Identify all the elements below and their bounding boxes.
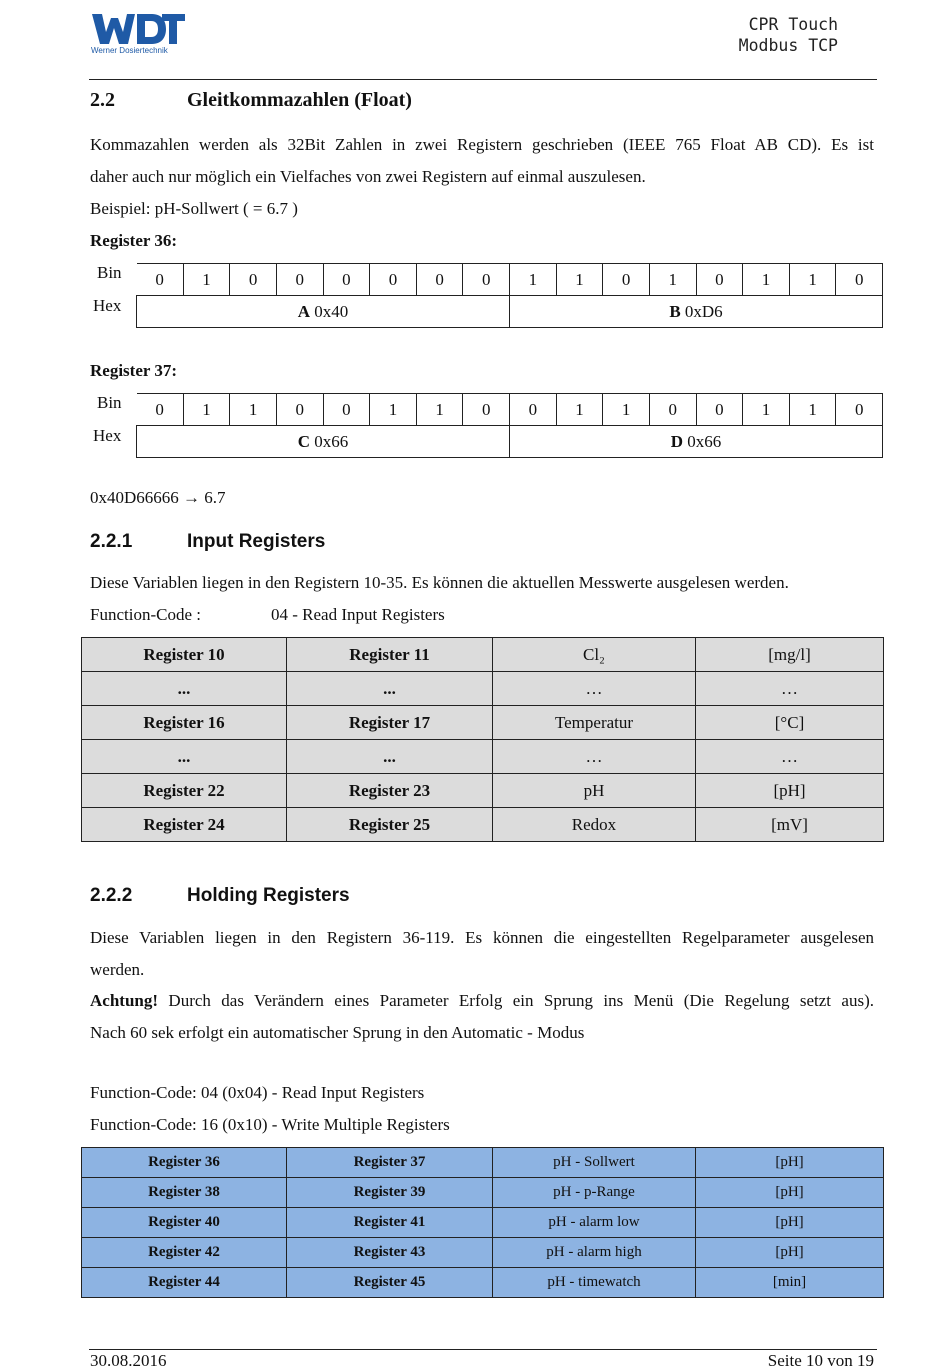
parameter-cell: Redox (493, 808, 696, 842)
register-37-table (136, 393, 883, 458)
hex-byte-a: A 0x40 (137, 296, 510, 328)
register-cell: Register 42 (82, 1238, 287, 1268)
unit-cell: [mg/l] (696, 638, 884, 672)
paragraph-line: Diese Variablen liegen in den Registern 36-119. Es können die eingestellten Regelparameter ausgelesen (90, 928, 874, 947)
bit-cell: 0 (416, 264, 463, 296)
register-cell: Register 11 (287, 638, 493, 672)
parameter-cell: Cl₂ (493, 638, 696, 672)
bit-cell: 0 (696, 264, 743, 296)
register-cell: Register 43 (287, 1238, 493, 1268)
function-code-label: Function-Code : (90, 605, 201, 624)
paragraph-line: daher auch nur möglich ein Vielfaches von zwei Registern auf einmal auszulesen. (90, 167, 646, 186)
holding-register-row (82, 1238, 884, 1268)
register-cell: Register 40 (82, 1208, 287, 1238)
bit-cell: 0 (836, 394, 883, 426)
bit-cell: 0 (323, 264, 370, 296)
bit-cell: 1 (370, 394, 417, 426)
parameter-cell: … (493, 740, 696, 774)
header-divider (89, 79, 877, 80)
bit-cell: 1 (789, 264, 836, 296)
unit-cell: [min] (696, 1268, 884, 1298)
function-code-value: 04 - Read Input Registers (271, 605, 445, 624)
register-cell: Register 10 (82, 638, 287, 672)
bit-cell: 0 (276, 394, 323, 426)
warning-line: Achtung! Durch das Verändern eines Parameter Erfolg ein Sprung ins Menü (Die Regelung setzt aus). (90, 991, 874, 1010)
unit-cell: … (696, 740, 884, 774)
bit-cell: 0 (230, 264, 277, 296)
footer-date: 30.08.2016 (90, 1351, 167, 1370)
bit-cell: 1 (183, 264, 230, 296)
bit-cell: 1 (603, 394, 650, 426)
register-cell: Register 36 (82, 1148, 287, 1178)
unit-cell: [pH] (696, 1208, 884, 1238)
register-cell: Register 17 (287, 706, 493, 740)
protocol-name: Modbus TCP (738, 36, 838, 55)
bin-label: Bin (97, 263, 122, 282)
bit-cell: 1 (743, 264, 790, 296)
bit-cell: 1 (230, 394, 277, 426)
bit-cell: 1 (789, 394, 836, 426)
holding-register-row (82, 1268, 884, 1298)
parameter-cell: Temperatur (493, 706, 696, 740)
parameter-cell: pH - timewatch (493, 1268, 696, 1298)
subsection-number: 2.2.1 (90, 531, 133, 552)
bit-cell: 0 (649, 394, 696, 426)
unit-cell: [pH] (696, 1178, 884, 1208)
function-code-read: Function-Code: 04 (0x04) - Read Input Registers (90, 1083, 425, 1102)
input-register-row (82, 740, 884, 774)
subsection-title: Holding Registers (187, 885, 350, 906)
bit-cell: 1 (556, 394, 603, 426)
holding-register-row (82, 1178, 884, 1208)
input-register-row (82, 774, 884, 808)
parameter-cell: pH - Sollwert (493, 1148, 696, 1178)
input-register-row (82, 638, 884, 672)
subsection-number: 2.2.2 (90, 885, 133, 906)
bin-label: Bin (97, 393, 122, 412)
function-code-write: Function-Code: 16 (0x10) - Write Multiple Registers (90, 1115, 450, 1134)
register-cell: Register 22 (82, 774, 287, 808)
warning-label: Achtung! (90, 991, 159, 1010)
logo-subtitle: Werner Dosiertechnik (91, 46, 168, 55)
bit-cell: 0 (370, 264, 417, 296)
register-cell: Register 41 (287, 1208, 493, 1238)
hex-label: Hex (93, 426, 122, 445)
register-cell: Register 44 (82, 1268, 287, 1298)
unit-cell: [mV] (696, 808, 884, 842)
register-36-label: Register 36: (90, 231, 178, 250)
bit-cell: 1 (556, 264, 603, 296)
register-cell: ... (82, 740, 287, 774)
input-register-row (82, 706, 884, 740)
bit-cell: 1 (416, 394, 463, 426)
bit-cell: 0 (137, 264, 184, 296)
warning-line: Nach 60 sek erfolgt ein automatischer Sprung in den Automatic - Modus (90, 1023, 585, 1042)
input-register-row (82, 808, 884, 842)
bit-cell: 1 (183, 394, 230, 426)
input-register-row (82, 672, 884, 706)
subsection-title: Input Registers (187, 531, 326, 552)
bit-cell: 0 (510, 394, 557, 426)
input-registers-table (81, 637, 884, 842)
register-cell: ... (287, 740, 493, 774)
register-cell: Register 38 (82, 1178, 287, 1208)
holding-register-row (82, 1148, 884, 1178)
hex-byte-c: C 0x66 (137, 426, 510, 458)
parameter-cell: … (493, 672, 696, 706)
register-37-label: Register 37: (90, 361, 178, 380)
paragraph-line: werden. (90, 960, 145, 979)
bit-cell: 0 (137, 394, 184, 426)
bit-cell: 0 (276, 264, 323, 296)
register-36-table (136, 263, 883, 328)
parameter-cell: pH (493, 774, 696, 808)
bit-cell: 1 (649, 264, 696, 296)
bit-cell: 1 (510, 264, 557, 296)
float-result: 0x40D66666 → 6.7 (90, 488, 226, 507)
bit-cell: 0 (463, 264, 510, 296)
example-text: Beispiel: pH-Sollwert ( = 6.7 ) (90, 199, 298, 218)
document-header-title (739, 14, 838, 56)
register-cell: Register 23 (287, 774, 493, 808)
bit-cell: 0 (696, 394, 743, 426)
register-cell: Register 25 (287, 808, 493, 842)
unit-cell: [°C] (696, 706, 884, 740)
wdt-logo-icon (90, 12, 186, 46)
unit-cell: [pH] (696, 774, 884, 808)
register-cell: Register 24 (82, 808, 287, 842)
paragraph-line: Diese Variablen liegen in den Registern 10-35. Es können die aktuellen Messwerte ausgelesen werden. (90, 573, 789, 592)
bit-cell: 1 (743, 394, 790, 426)
section-number: 2.2 (90, 89, 115, 111)
product-name: CPR Touch (748, 15, 838, 34)
bit-cell: 0 (323, 394, 370, 426)
unit-cell: … (696, 672, 884, 706)
register-cell: ... (82, 672, 287, 706)
register-cell: Register 37 (287, 1148, 493, 1178)
bit-cell: 0 (603, 264, 650, 296)
hex-label: Hex (93, 296, 122, 315)
register-cell: Register 16 (82, 706, 287, 740)
hex-byte-b: B 0xD6 (510, 296, 883, 328)
parameter-cell: pH - alarm low (493, 1208, 696, 1238)
parameter-cell: pH - alarm high (493, 1238, 696, 1268)
section-title: Gleitkommazahlen (Float) (187, 89, 412, 111)
holding-register-row (82, 1208, 884, 1238)
hex-byte-d: D 0x66 (510, 426, 883, 458)
register-cell: ... (287, 672, 493, 706)
unit-cell: [pH] (696, 1148, 884, 1178)
register-cell: Register 45 (287, 1268, 493, 1298)
bit-cell: 0 (836, 264, 883, 296)
paragraph-line: Kommazahlen werden als 32Bit Zahlen in zwei Registern geschrieben (IEEE 765 Float AB CD). Es ist (90, 135, 874, 154)
unit-cell: [pH] (696, 1238, 884, 1268)
parameter-cell: pH - p-Range (493, 1178, 696, 1208)
footer-page-number: Seite 10 von 19 (767, 1351, 874, 1370)
register-cell: Register 39 (287, 1178, 493, 1208)
holding-registers-table (81, 1147, 884, 1298)
footer-divider (89, 1349, 877, 1350)
bit-cell: 0 (463, 394, 510, 426)
